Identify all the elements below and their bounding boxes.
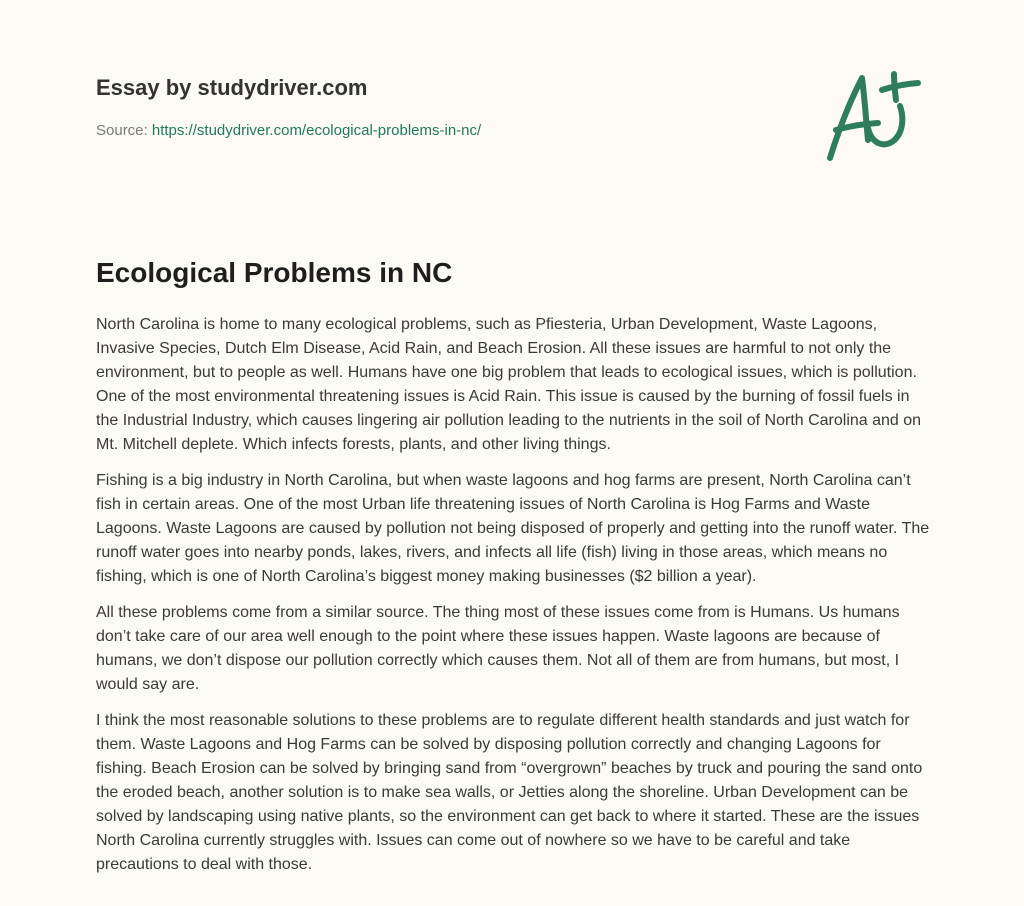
a-plus-grade-icon (820, 66, 930, 166)
source-link[interactable]: https://studydriver.com/ecological-problems-in-nc/ (151, 122, 482, 139)
essay-paragraph: I think the most reasonable solutions to these problems are to regulate different health standards and just watch for them. Waste Lagoons and Hog Farms can be solved by disposing pollution correctly and changing Lagoons for fishing. Beach Erosion can be solved by bringing sand from “overgrown” beaches by truck and pouring the sand onto the eroded beach, another solution is to make sea walls, or Jetties along the shoreline. Urban Development can be solved by landscaping using native plants, so the environment can get back to where it started. These are the issues North Carolina currently struggles with. Issues can come out of nowhere so we have to be careful and take precautions to deal with those. (96, 712, 923, 873)
page-header (96, 73, 936, 141)
source-label: Source: (96, 122, 152, 139)
essay-paragraph: North Carolina is home to many ecological problems, such as Pfiesteria, Urban Development, Waste Lagoons, Invasive Species, Dutch Elm Disease, Acid Rain, and Beach Erosion. All these issues are harmful to not only the environment, but to people as well. Humans have one big problem that leads to ecological issues, which is pollution. One of the most environmental threatening issues is Acid Rain. This issue is caused by the burning of fossil fuels in the Industrial Industry, which causes lingering air pollution leading to the nutrients in the soil of North Carolina and on Mt. Mitchell deplete. Which infects forests, plants, and other living things. (96, 316, 922, 453)
essay-title: Ecological Problems in NC (96, 257, 453, 288)
source-line (96, 121, 936, 141)
essay-paragraph: Fishing is a big industry in North Carolina, but when waste lagoons and hog farms are present, North Carolina can’t fish in certain areas. One of the most Urban life threatening issues of North Carolina is Hog Farms and Waste Lagoons. Waste Lagoons are caused by pollution not being disposed of properly and getting into the runoff water. The runoff water goes into nearby ponds, lakes, rivers, and infects all life (fish) living in those areas, which means no fishing, which is one of North Carolina’s biggest money making businesses ($2 billion a year). (96, 472, 930, 585)
essay-paragraph: All these problems come from a similar source. The thing most of these issues come from is Humans. Us humans don’t take care of our area well enough to the point where these issues happen. Waste lagoons are because of humans, we don’t dispose our pollution correctly which causes them. Not all of them are from humans, but most, I would say are. (96, 604, 900, 693)
site-title: Essay by studydriver.com (96, 75, 368, 100)
essay-body (96, 313, 932, 889)
